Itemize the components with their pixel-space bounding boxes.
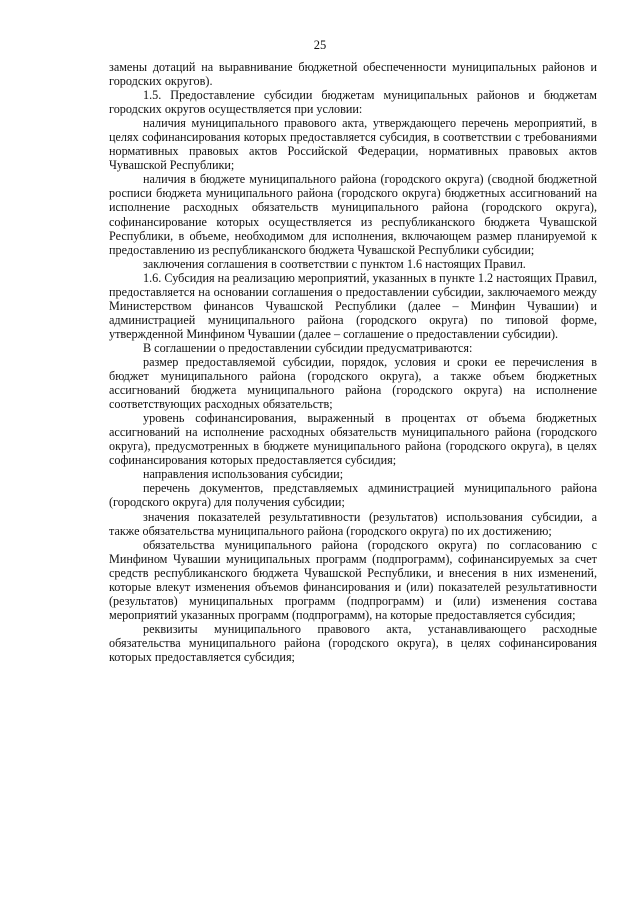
paragraph: 1.6. Субсидия на реализацию мероприятий, указанных в пункте 1.2 настоящих Правил, предоставляется на основании соглашения о предоставлении субсидии, заключаемого между Министерством финансов Чувашской Республики (далее – Минфин Чувашии) и администрацией муниципального района (городского округа) по типовой форме, утвержденной Минфином Чувашии (далее – соглашение о предоставлении субсидии). — [109, 270, 597, 341]
page-number: 25 — [313, 38, 327, 52]
paragraph: замены дотаций на выравнивание бюджетной обеспеченности муниципальных районов и городских округов). — [109, 60, 597, 89]
paragraph: В соглашении о предоставлении субсидии предусматриваются: — [143, 340, 473, 355]
document-body — [109, 60, 597, 664]
paragraph: перечень документов, представляемых администрацией муниципального района (городского округа) для получения субсидии; — [109, 481, 597, 510]
paragraph: уровень софинансирования, выраженный в процентах от объема бюджетных ассигнований на исполнение расходных обязательств муниципального района (городского округа), предусмотренных в бюджете муниципального района (городского округа), в целях софинансирования которых предоставляется субсидия; — [109, 411, 597, 468]
paragraph: наличия муниципального правового акта, утверждающего перечень мероприятий, в целях софинансирования которых предоставляется субсидия, в соответствии с требованиями нормативных правовых актов Российской Федерации, нормативных правовых актов Чувашской Республики; — [109, 116, 597, 173]
paragraph: реквизиты муниципального правового акта, устанавливающего расходные обязательства муниципального района (городского округа), в целях софинансирования которых предоставляется субсидия; — [109, 621, 597, 664]
paragraph: значения показателей результативности (результатов) использования субсидии, а также обязательства муниципального района (городского округа) по их достижению; — [109, 509, 597, 538]
paragraph: наличия в бюджете муниципального района (городского округа) (сводной бюджетной росписи бюджета муниципального района (городского округа) бюджетных ассигнований на исполнение расходных обязательств муниципального района (городского округа), софинансирование которых осуществляется из республиканского бюджета Чувашской Республики, в объеме, необходимом для исполнения, включающем размер планируемой к предоставлению из республиканского бюджета Чувашской Республики субсидии; — [109, 172, 597, 257]
paragraph: 1.5. Предоставление субсидии бюджетам муниципальных районов и бюджетам городских округов осуществляется при условии: — [109, 88, 597, 117]
paragraph: направления использования субсидии; — [143, 467, 344, 482]
paragraph: заключения соглашения в соответствии с пунктом 1.6 настоящих Правил. — [143, 256, 526, 271]
paragraph: обязательства муниципального района (городского округа) по согласованию с Минфином Чувашии муниципальных программ (подпрограмм), софинансируемых за счет средств республиканского бюджета Чувашской Республики, и внесения в них изменений, которые влекут изменения объемов финансирования и (или) показателей результативности (результатов) муниципальных программ (подпрограмм) и (или) изменения состава мероприятий указанных программ (подпрограмм), на которые предоставляется субсидия; — [109, 537, 597, 622]
paragraph: размер предоставляемой субсидии, порядок, условия и сроки ее перечисления в бюджет муниципального района (городского округа), а также объем бюджетных ассигнований бюджета муниципального района (городского округа) на исполнение соответствующих расходных обязательств; — [109, 354, 597, 412]
